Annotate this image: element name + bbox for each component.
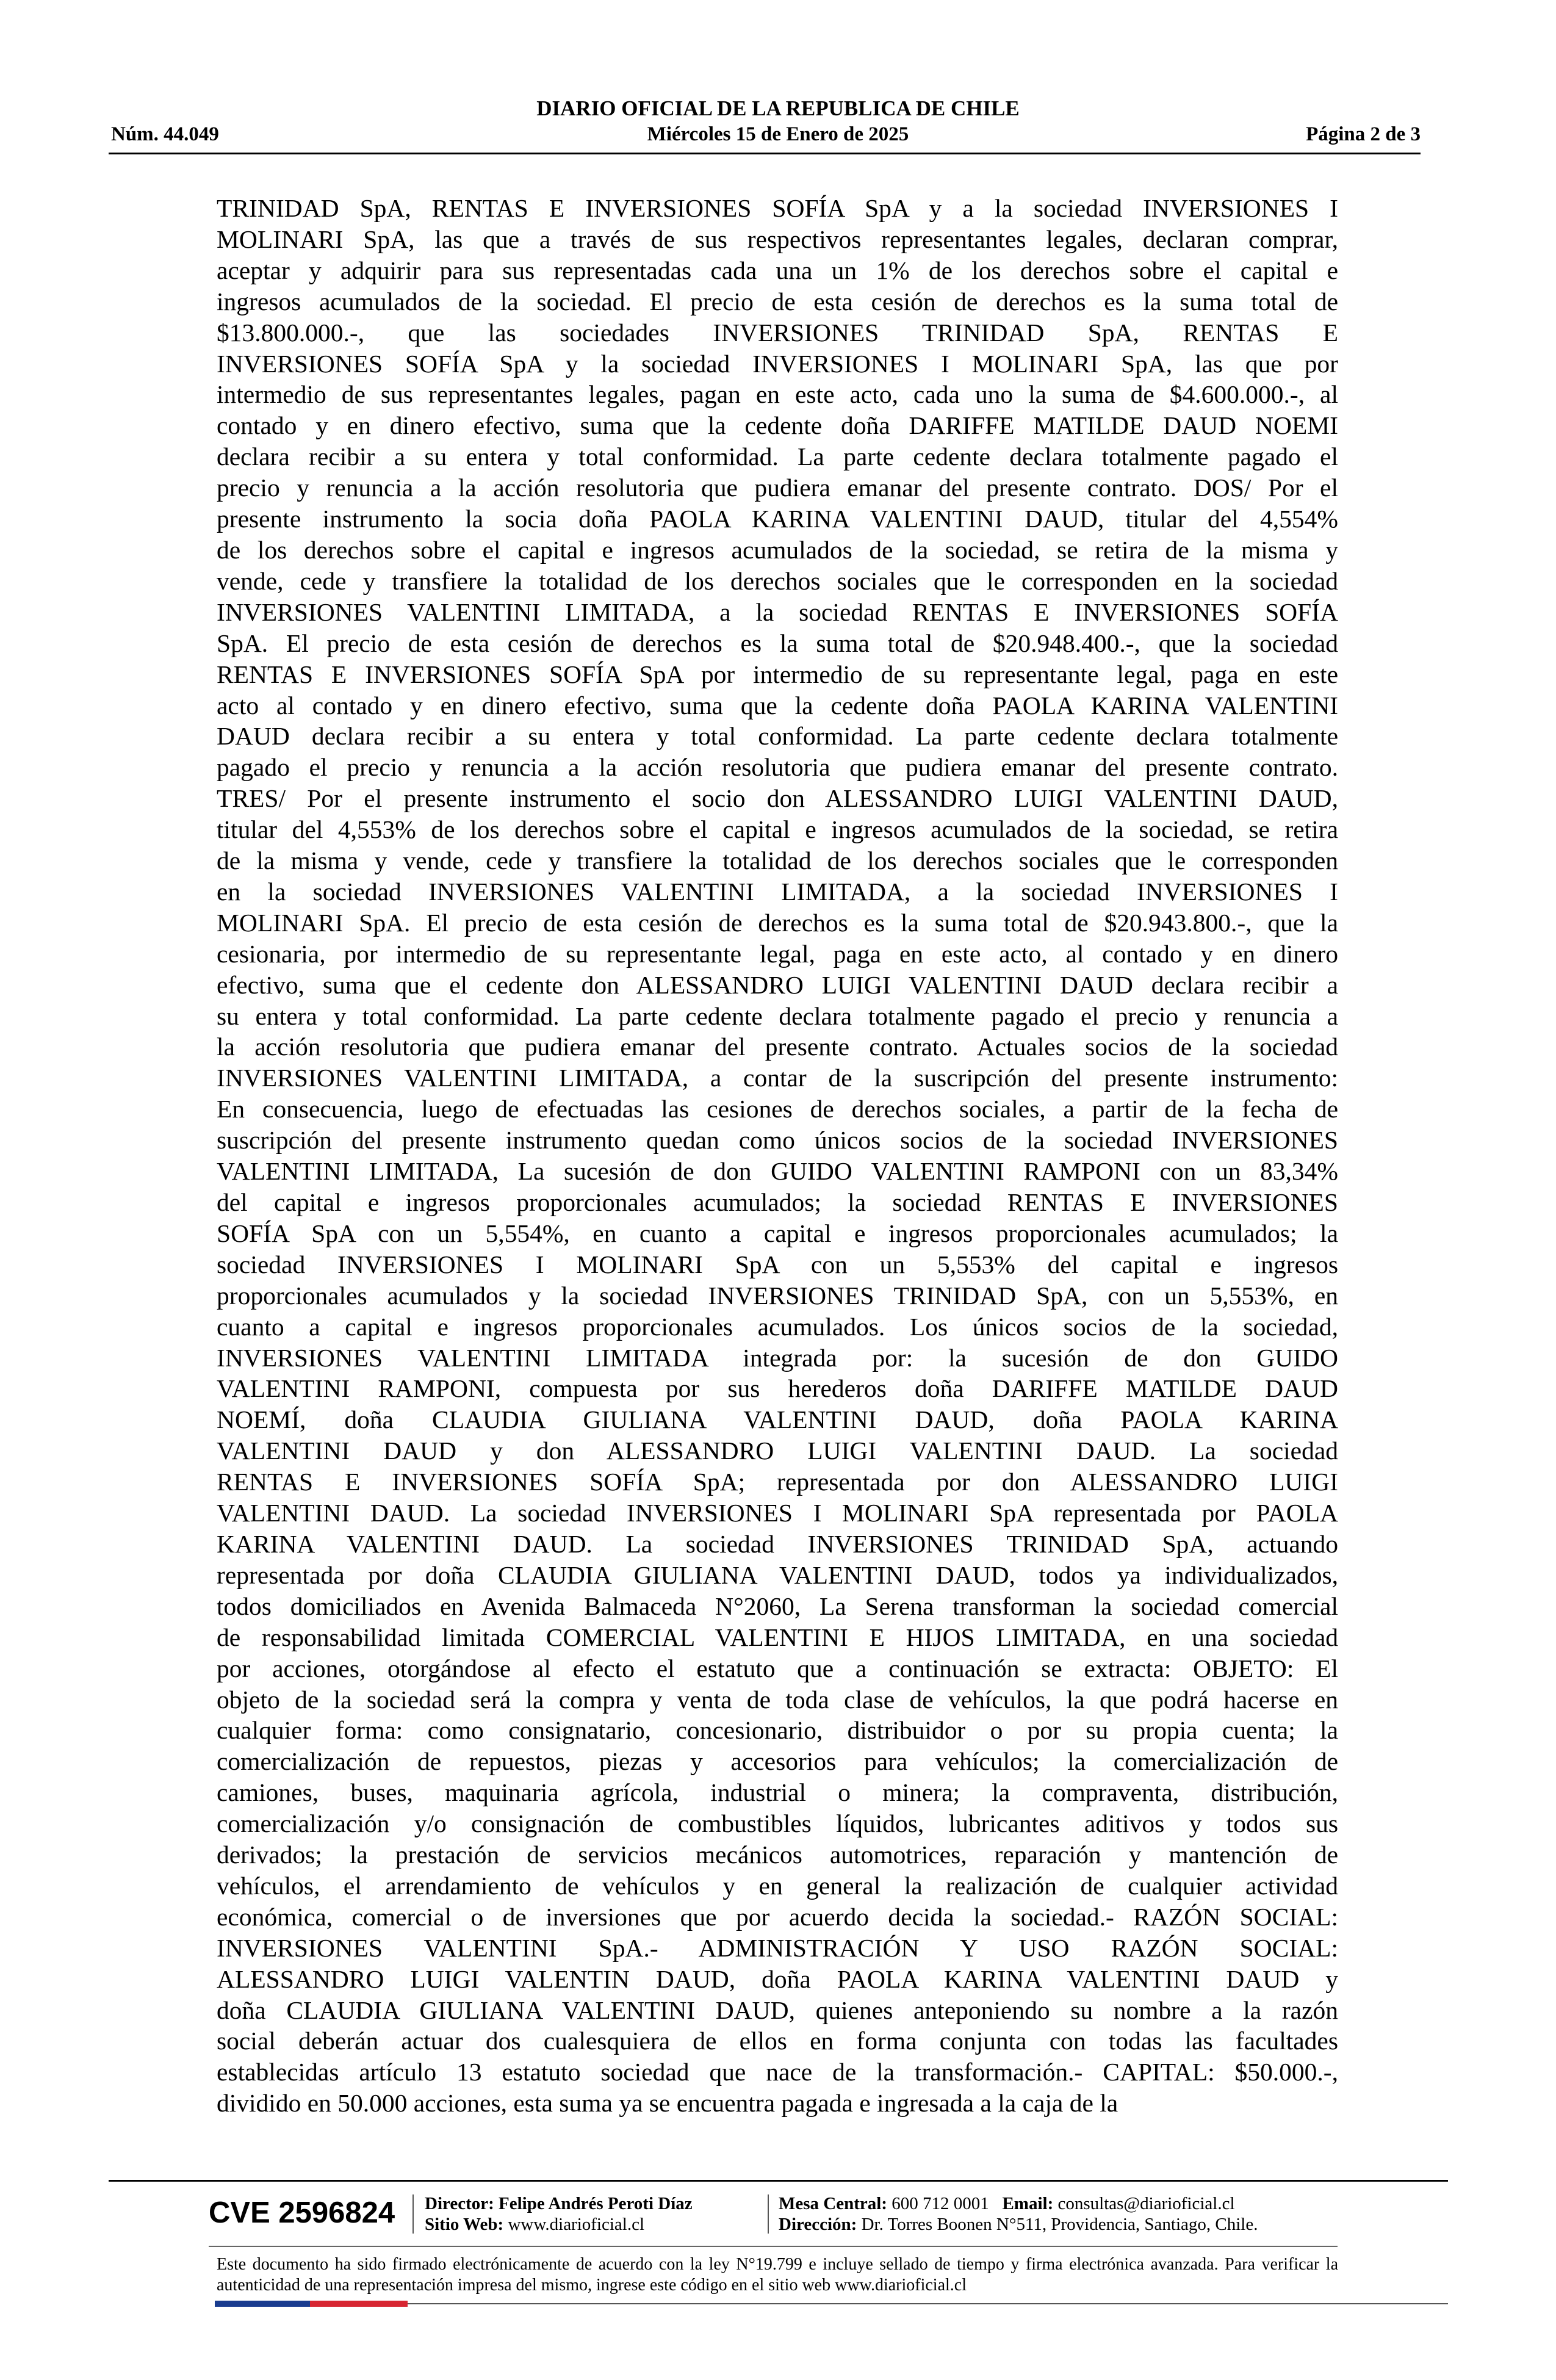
issue-date: Miércoles 15 de Enero de 2025 bbox=[647, 123, 909, 145]
text-line: SpA. El precio de esta cesión de derechos es la suma total de $20.948.400.-, que la sociedad bbox=[217, 629, 1338, 657]
footer-separator bbox=[768, 2194, 769, 2234]
text-line: del capital e ingresos proporcionales acumulados; la sociedad RENTAS E INVERSIONES bbox=[217, 1188, 1338, 1216]
text-line: derivados; la prestación de servicios mecánicos automotrices, reparación y mantención de bbox=[217, 1841, 1338, 1869]
text-line: camiones, buses, maquinaria agrícola, industrial o minera; la compraventa, distribución, bbox=[217, 1778, 1338, 1807]
text-line: VALENTINI RAMPONI, compuesta por sus herederos doña DARIFFE MATILDE DAUD bbox=[217, 1374, 1338, 1403]
text-line: VALENTINI DAUD. La sociedad INVERSIONES I MOLINARI SpA representada por PAOLA bbox=[217, 1499, 1338, 1527]
website-label: Sitio Web: bbox=[425, 2215, 504, 2234]
website-link[interactable]: www.diarioficial.cl bbox=[508, 2215, 645, 2234]
text-line: su entera y total conformidad. La parte cedente declara totalmente pagado el precio y renuncia a bbox=[217, 1001, 1338, 1030]
text-line: doña CLAUDIA GIULIANA VALENTINI DAUD, quienes anteponiendo su nombre a la razón bbox=[217, 1996, 1338, 2024]
email-link[interactable]: consultas@diarioficial.cl bbox=[1057, 2194, 1235, 2213]
email-label: Email: bbox=[1002, 2194, 1054, 2213]
text-line: aceptar y adquirir para sus representadas cada una un 1% de los derechos sobre el capital e bbox=[217, 256, 1338, 284]
text-line: representada por doña CLAUDIA GIULIANA VALENTINI DAUD, todos ya individualizados, bbox=[217, 1560, 1338, 1589]
text-line: ALESSANDRO LUIGI VALENTIN DAUD, doña PAOLA KARINA VALENTINI DAUD y bbox=[217, 1964, 1338, 1993]
text-line: MOLINARI SpA, las que a través de sus respectivos representantes legales, declaran comprar, bbox=[217, 225, 1338, 253]
text-line: TRINIDAD SpA, RENTAS E INVERSIONES SOFÍA SpA y a la sociedad INVERSIONES I bbox=[217, 194, 1338, 222]
text-line: INVERSIONES SOFÍA SpA y la sociedad INVERSIONES I MOLINARI SpA, las que por bbox=[217, 349, 1338, 378]
text-line: RENTAS E INVERSIONES SOFÍA SpA por intermedio de su representante legal, paga en este bbox=[217, 660, 1338, 688]
text-line: En consecuencia, luego de efectuadas las cesiones de derechos sociales, a partir de la fecha de bbox=[217, 1095, 1338, 1123]
text-line: KARINA VALENTINI DAUD. La sociedad INVERSIONES TRINIDAD SpA, actuando bbox=[217, 1529, 1338, 1558]
text-line: presente instrumento la socia doña PAOLA KARINA VALENTINI DAUD, titular del 4,554% bbox=[217, 505, 1338, 533]
text-line: titular del 4,553% de los derechos sobre el capital e ingresos acumulados de la sociedad, se retira bbox=[217, 815, 1338, 844]
footer-director-block bbox=[425, 2193, 693, 2235]
text-line: cesionaria, por intermedio de su representante legal, paga en este acto, al contado y en dinero bbox=[217, 939, 1338, 968]
text-line: de responsabilidad limitada COMERCIAL VALENTINI E HIJOS LIMITADA, en una sociedad bbox=[217, 1623, 1338, 1651]
footer-divider-bottom bbox=[408, 2303, 1448, 2304]
cve-code: CVE 2596824 bbox=[209, 2196, 395, 2229]
article-body bbox=[217, 193, 1338, 2119]
text-line: establecidas artículo 13 estatuto sociedad que nace de la transformación.- CAPITAL: $50.000.-, bbox=[217, 2058, 1338, 2086]
flag-stripe-red bbox=[310, 2301, 408, 2307]
address-value: Dr. Torres Boonen N°511, Providencia, Santiago, Chile. bbox=[861, 2215, 1258, 2234]
text-line: declara recibir a su entera y total conformidad. La parte cedente declara totalmente pagado el bbox=[217, 442, 1338, 471]
text-line: vehículos, el arrendamiento de vehículos y en general la realización de cualquier actividad bbox=[217, 1871, 1338, 1900]
text-line: INVERSIONES VALENTINI LIMITADA integrada por: la sucesión de don GUIDO bbox=[217, 1343, 1338, 1372]
text-line: $13.800.000.-, que las sociedades INVERSIONES TRINIDAD SpA, RENTAS E bbox=[217, 318, 1338, 347]
publication-title: DIARIO OFICIAL DE LA REPUBLICA DE CHILE bbox=[536, 96, 1020, 120]
header-divider bbox=[109, 153, 1421, 154]
text-line: SOFÍA SpA con un 5,554%, en cuanto a capital e ingresos proporcionales acumulados; la bbox=[217, 1219, 1338, 1247]
text-line: intermedio de sus representantes legales, pagan en este acto, cada uno la suma de $4.600.000.-, al bbox=[217, 380, 1338, 409]
text-line: dividido en 50.000 acciones, esta suma ya se encuentra pagada e ingresada a la caja de la bbox=[217, 2089, 1118, 2118]
text-line: NOEMÍ, doña CLAUDIA GIULIANA VALENTINI DAUD, doña PAOLA KARINA bbox=[217, 1405, 1338, 1434]
text-line: objeto de la sociedad será la compra y venta de toda clase de vehículos, la que podrá hacerse en bbox=[217, 1685, 1338, 1714]
text-line: contado y en dinero efectivo, suma que la cedente doña DARIFFE MATILDE DAUD NOEMI bbox=[217, 411, 1338, 440]
text-line: VALENTINI DAUD y don ALESSANDRO LUIGI VALENTINI DAUD. La sociedad bbox=[217, 1437, 1338, 1465]
text-line: comercialización y/o consignación de combustibles líquidos, lubricantes aditivos y todos sus bbox=[217, 1809, 1338, 1838]
text-line: efectivo, suma que el cedente don ALESSANDRO LUIGI VALENTINI DAUD declara recibir a bbox=[217, 970, 1338, 999]
text-line: social deberán actuar dos cualesquiera de ellos en forma conjunta con todas las facultades bbox=[217, 2027, 1338, 2055]
text-line: pagado el precio y renuncia a la acción resolutoria que pudiera emanar del presente contrato. bbox=[217, 753, 1338, 782]
text-line: RENTAS E INVERSIONES SOFÍA SpA; representada por don ALESSANDRO LUIGI bbox=[217, 1468, 1338, 1496]
text-line: precio y renuncia a la acción resolutoria que pudiera emanar del presente contrato. DOS/ Por el bbox=[217, 474, 1338, 502]
flag-stripe-blue bbox=[215, 2301, 310, 2307]
director-label: Director: bbox=[425, 2194, 494, 2213]
text-line: DAUD declara recibir a su entera y total conformidad. La parte cedente declara totalmente bbox=[217, 722, 1338, 751]
text-line: de los derechos sobre el capital e ingresos acumulados de la sociedad, se retira de la misma y bbox=[217, 535, 1338, 564]
page-number: Página 2 de 3 bbox=[1306, 123, 1421, 145]
footer-divider-mid bbox=[209, 2246, 1338, 2247]
text-line: suscripción del presente instrumento quedan como únicos socios de la sociedad INVERSIONES bbox=[217, 1126, 1338, 1155]
text-line: TRES/ Por el presente instrumento el socio don ALESSANDRO LUIGI VALENTINI DAUD, bbox=[217, 784, 1338, 813]
text-line: todos domiciliados en Avenida Balmaceda N°2060, La Serena transforman la sociedad comercial bbox=[217, 1592, 1338, 1620]
footer-divider-top bbox=[109, 2180, 1448, 2182]
signature-disclaimer: Este documento ha sido firmado electrónicamente de acuerdo con la ley N°19.799 e incluye sellado de tiempo y firma electrónica avanzada. Para verificar la autenticidad de una representación impresa del mismo, ingrese este código en el sitio web www.diarioficial.cl bbox=[217, 2255, 1338, 2295]
text-line: en la sociedad INVERSIONES VALENTINI LIMITADA, a la sociedad INVERSIONES I bbox=[217, 877, 1338, 906]
text-line: INVERSIONES VALENTINI LIMITADA, a contar de la suscripción del presente instrumento: bbox=[217, 1064, 1338, 1092]
footer-separator bbox=[412, 2194, 414, 2234]
mesa-central-phone: 600 712 0001 bbox=[891, 2194, 989, 2213]
text-line: INVERSIONES VALENTINI LIMITADA, a la sociedad RENTAS E INVERSIONES SOFÍA bbox=[217, 597, 1338, 626]
issue-number: Núm. 44.049 bbox=[111, 123, 219, 145]
text-line: económica, comercial o de inversiones que por acuerdo decida la sociedad.- RAZÓN SOCIAL: bbox=[217, 1902, 1338, 1931]
text-line: vende, cede y transfiere la totalidad de los derechos sociales que le corresponden en la sociedad bbox=[217, 566, 1338, 595]
director-name: Felipe Andrés Peroti Díaz bbox=[499, 2194, 693, 2213]
text-line: de la misma y vende, cede y transfiere la totalidad de los derechos sociales que le corresponden bbox=[217, 846, 1338, 875]
text-line: comercialización de repuestos, piezas y accesorios para vehículos; la comercialización de bbox=[217, 1747, 1338, 1776]
footer-contact-block bbox=[779, 2193, 1258, 2235]
text-line: cualquier forma: como consignatario, concesionario, distribuidor o por su propia cuenta; la bbox=[217, 1716, 1338, 1745]
text-line: por acciones, otorgándose al efecto el estatuto que a continuación se extracta: OBJETO: El bbox=[217, 1654, 1338, 1682]
text-line: la acción resolutoria que pudiera emanar del presente contrato. Actuales socios de la sociedad bbox=[217, 1033, 1338, 1061]
text-line: INVERSIONES VALENTINI SpA.- ADMINISTRACIÓN Y USO RAZÓN SOCIAL: bbox=[217, 1933, 1338, 1962]
mesa-central-label: Mesa Central: bbox=[779, 2194, 887, 2213]
text-line: ingresos acumulados de la sociedad. El precio de esta cesión de derechos es la suma total de bbox=[217, 287, 1338, 316]
text-line: sociedad INVERSIONES I MOLINARI SpA con un 5,553% del capital e ingresos bbox=[217, 1250, 1338, 1278]
address-label: Dirección: bbox=[779, 2215, 857, 2234]
text-line: cuanto a capital e ingresos proporcionales acumulados. Los únicos socios de la sociedad, bbox=[217, 1312, 1338, 1341]
text-line: proporcionales acumulados y la sociedad INVERSIONES TRINIDAD SpA, con un 5,553%, en bbox=[217, 1281, 1338, 1310]
text-line: acto al contado y en dinero efectivo, suma que la cedente doña PAOLA KARINA VALENTINI bbox=[217, 691, 1338, 719]
text-line: MOLINARI SpA. El precio de esta cesión de derechos es la suma total de $20.943.800.-, que la bbox=[217, 908, 1338, 937]
text-line: VALENTINI LIMITADA, La sucesión de don GUIDO VALENTINI RAMPONI con un 83,34% bbox=[217, 1157, 1338, 1186]
